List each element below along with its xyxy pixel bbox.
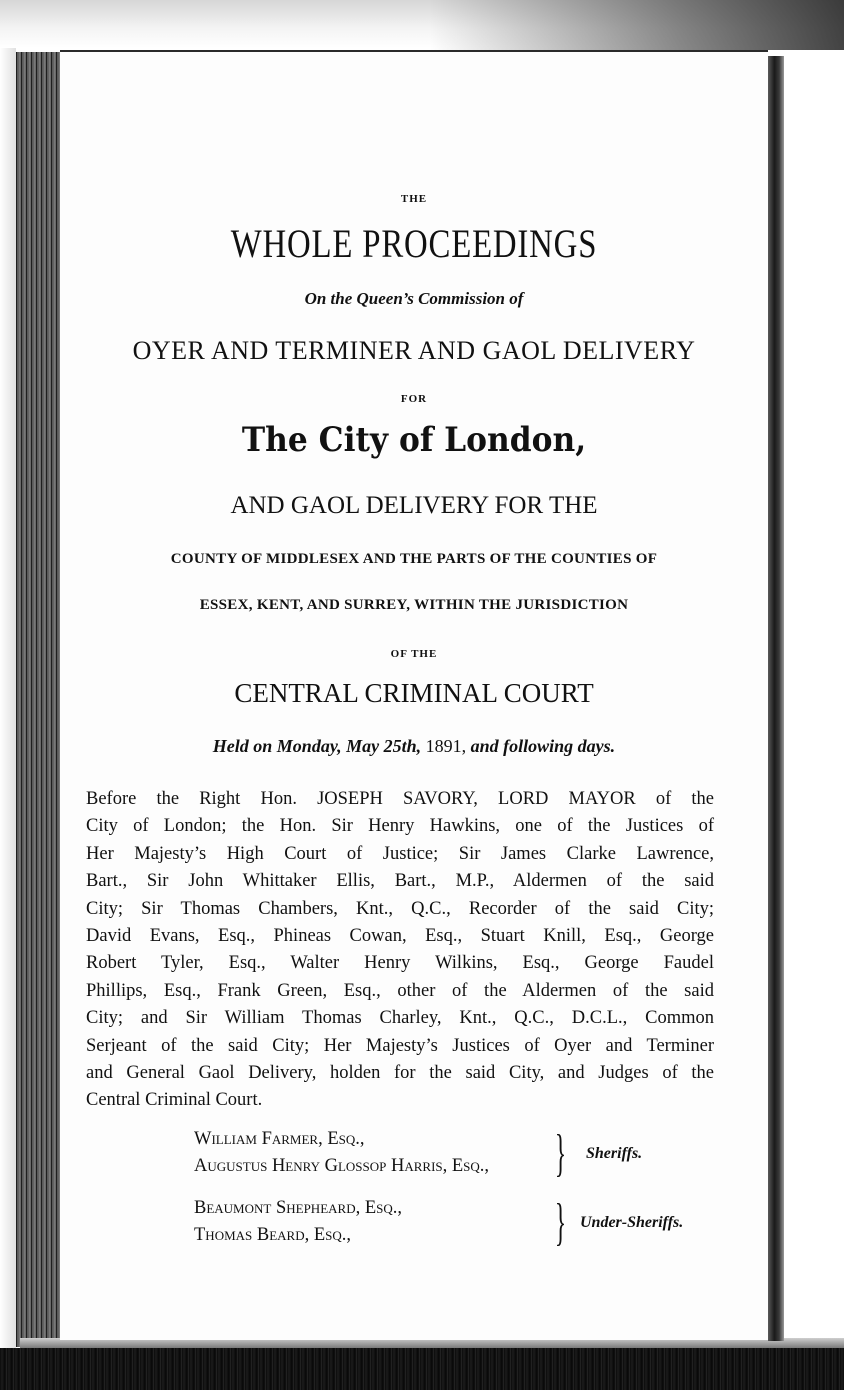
paragraph-line: City; and Sir William Thomas Charley, Knt., Q.C., D.C.L., Common [86, 1008, 714, 1029]
scan-bottom-dark-bar [0, 1348, 844, 1390]
held-prefix: Held on Monday, May 25th, [212, 736, 422, 756]
paragraph-line: Phillips, Esq., Frank Green, Esq., other of the Aldermen of the said [86, 980, 714, 1001]
book-left-page-edges [16, 52, 60, 1347]
paragraph-line: Robert Tyler, Esq., Walter Henry Wilkins, Esq., George Faudel [86, 953, 714, 974]
paragraph-line: Central Criminal Court. [86, 1090, 263, 1111]
sheriff-name: Augustus Henry Glossop Harris, Esq., [194, 1156, 490, 1176]
sheriffs-names [194, 1126, 489, 1180]
scan-left-margin [0, 48, 16, 1348]
sheriffs-brace-icon: } [554, 1125, 567, 1182]
book-right-page-edge [768, 56, 784, 1341]
jurisdiction-line: ESSEX, KENT, AND SURREY, WITHIN THE JURISDICTION [199, 597, 629, 613]
page-title: WHOLE PROCEEDINGS [230, 221, 598, 266]
sheriff-name: William Farmer, Esq., [194, 1129, 365, 1149]
paragraph-line: Bart., Sir John Whittaker Ellis, Bart., M.P., Aldermen of the said [86, 871, 714, 892]
held-year: 1891, [425, 736, 467, 756]
title-the: THE [400, 193, 428, 205]
under-sheriffs-brace-icon: } [554, 1194, 567, 1251]
held-suffix: and following days. [470, 736, 616, 756]
city-of-london-heading: The City of London, [241, 420, 587, 460]
scan-top-dark-corner [430, 0, 844, 50]
under-sheriffs-role: Under-Sheriffs. [580, 1214, 684, 1231]
paragraph-line: City; Sir Thomas Chambers, Knt., Q.C., Recorder of the said City; [86, 898, 714, 919]
scan-right-margin [784, 56, 844, 1341]
paragraph-line: Before the Right Hon. JOSEPH SAVORY, LORD MAYOR of the [86, 789, 714, 809]
judges-paragraph [86, 786, 714, 1115]
county-line: COUNTY OF MIDDLESEX AND THE PARTS OF THE COUNTIES OF [170, 551, 658, 567]
under-sheriffs-names [194, 1195, 402, 1249]
under-sheriff-name: Thomas Beard, Esq., [194, 1225, 352, 1245]
paragraph-line: David Evans, Esq., Phineas Cowan, Esq., Stuart Knill, Esq., George [86, 926, 714, 947]
session-date-line [60, 736, 768, 757]
under-sheriff-name: Beaumont Shepheard, Esq., [194, 1198, 403, 1218]
sheriffs-role: Sheriffs. [586, 1145, 643, 1162]
paragraph-line: Serjeant of the said City; Her Majesty’s Justices of Oyer and Terminer [86, 1035, 714, 1056]
paragraph-line: City of London; the Hon. Sir Henry Hawkins, one of the Justices of [86, 816, 714, 837]
commission-subtitle: On the Queen’s Commission of [304, 289, 524, 308]
gaol-delivery-line: AND GAOL DELIVERY FOR THE [230, 492, 598, 519]
paragraph-line: Her Majesty’s High Court of Justice; Sir James Clarke Lawrence, [86, 843, 714, 864]
oyer-terminer-line: OYER AND TERMINER AND GAOL DELIVERY [132, 336, 696, 365]
court-name: CENTRAL CRIMINAL COURT [234, 678, 594, 708]
paragraph-line: and General Gaol Delivery, holden for the said City, and Judges of the [86, 1063, 714, 1084]
for-word: FOR [400, 393, 428, 405]
of-the-words: OF THE [390, 648, 438, 660]
